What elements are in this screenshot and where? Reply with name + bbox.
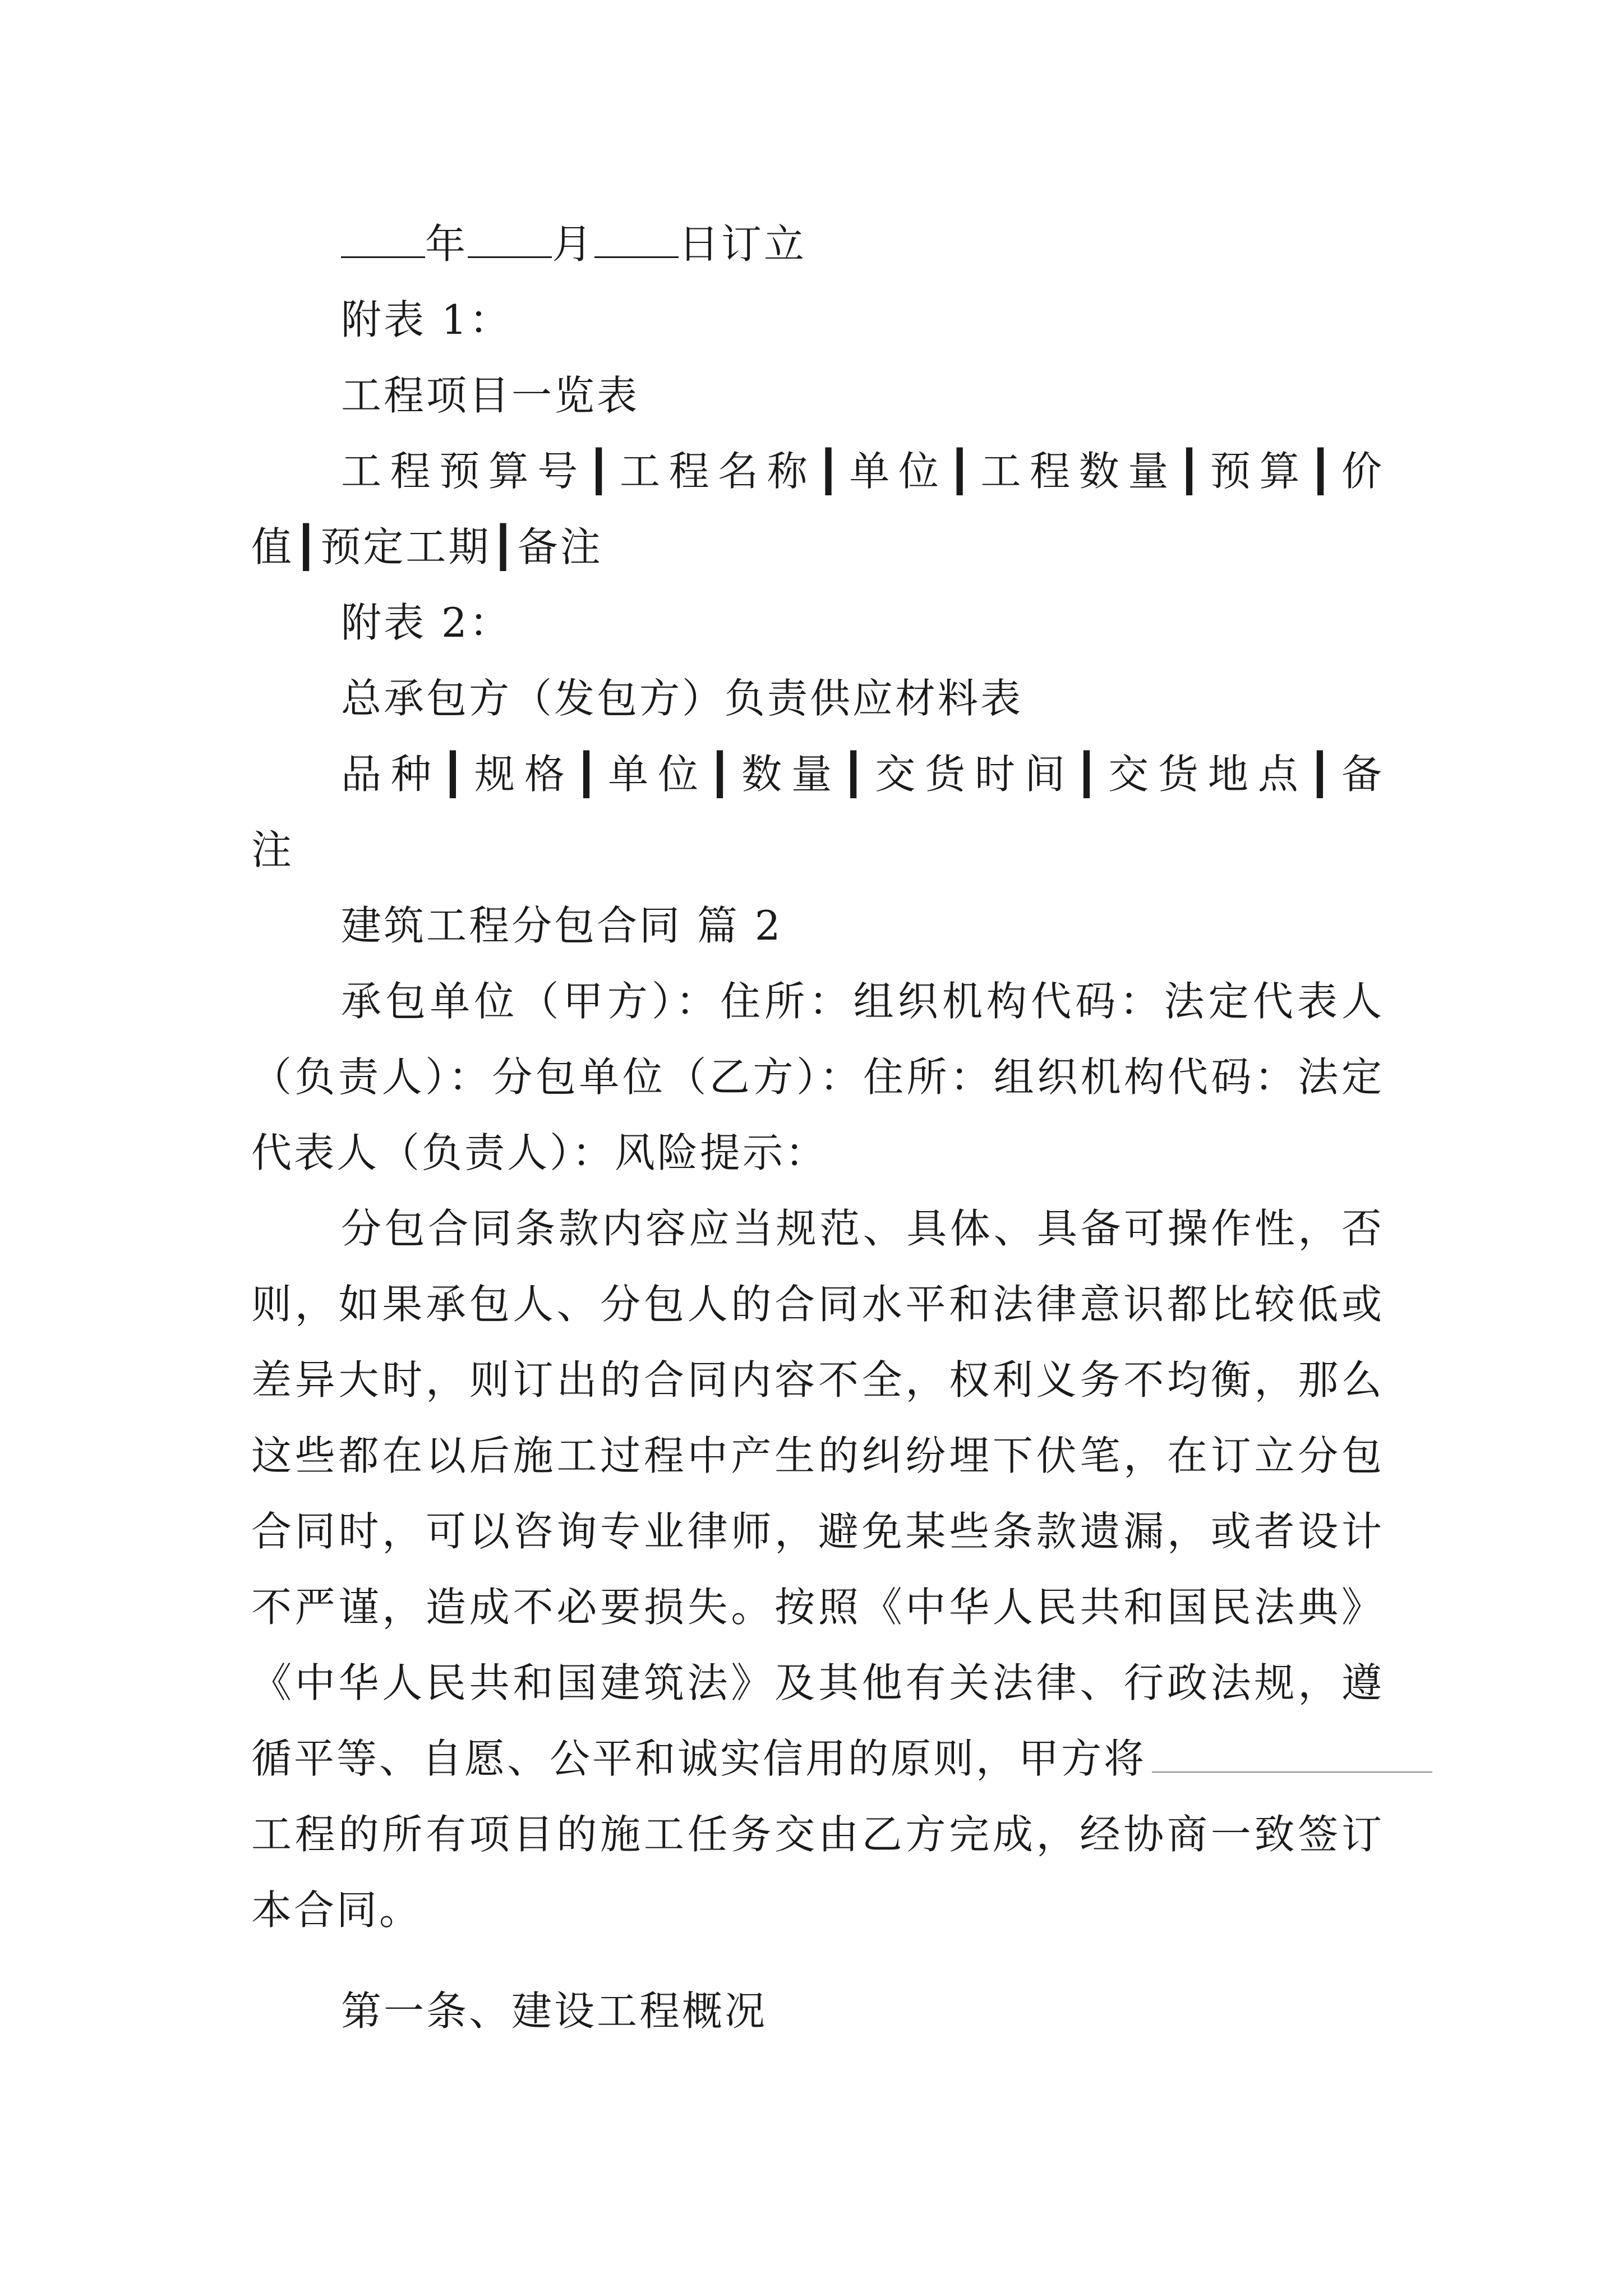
risk-line-4: 这些都在以后施工过程中产生的纠纷埋下伏笔，在订立分包	[251, 1432, 1384, 1479]
year-label: 年	[425, 220, 468, 268]
risk-line-7: 《中华人民共和国建筑法》及其他有关法律、行政法规，遵	[251, 1659, 1384, 1706]
risk-line-10: 本合同。	[251, 1887, 422, 1934]
appendix2-title: 总承包方（发包方）负责供应材料表	[341, 675, 1023, 722]
risk-line-1: 分包合同条款内容应当规范、具体、具备可操作性，否	[341, 1205, 1384, 1252]
parties-line-1: 承包单位（甲方）：住所：组织机构代码：法定代表人	[341, 978, 1384, 1025]
appendix2-columns-line1: 品种┃规格┃单位┃数量┃交货时间┃交货地点┃备	[341, 751, 1384, 798]
appendix1-label: 附表 1：	[341, 296, 512, 343]
risk-line-2: 则，如果承包人、分包人的合同水平和法律意识都比较低或	[251, 1281, 1384, 1328]
parties-line-2: （负责人）：分包单位（乙方）：住所：组织机构代码：法定	[251, 1053, 1384, 1101]
appendix1-columns-line2: 值┃预定工期┃备注	[251, 523, 603, 570]
article-1-heading: 第一条、建设工程概况	[341, 1987, 768, 2035]
day-label: 日订立	[679, 220, 807, 268]
day-blank	[594, 222, 679, 258]
project-name-blank	[1152, 1772, 1432, 1773]
risk-line-6: 不严谨，造成不必要损失。按照《中华人民共和国民法典》	[251, 1584, 1384, 1631]
risk-line-8-text: 循平等、自愿、公平和诚实信用的原则，甲方将	[251, 1735, 1147, 1782]
appendix2-label: 附表 2：	[341, 599, 512, 646]
section-heading: 建筑工程分包合同 篇 2	[341, 902, 783, 949]
risk-line-9: 工程的所有项目的施工任务交由乙方完成，经协商一致签订	[251, 1811, 1384, 1858]
appendix1-columns-line1: 工程预算号┃工程名称┃单位┃工程数量┃预算┃价	[341, 448, 1384, 495]
risk-line-8	[251, 1731, 1384, 1787]
month-blank	[468, 222, 552, 258]
appendix1-title: 工程项目一览表	[341, 372, 640, 419]
risk-line-5: 合同时，可以咨询专业律师，避免某些条款遗漏，或者设计	[251, 1508, 1384, 1555]
parties-line-3: 代表人（负责人）：风险提示：	[251, 1129, 828, 1176]
date-line	[251, 216, 1384, 272]
year-blank	[341, 222, 425, 258]
month-label: 月	[552, 220, 595, 268]
risk-line-3: 差异大时，则订出的合同内容不全，权利义务不均衡，那么	[251, 1356, 1384, 1404]
appendix2-columns-line2: 注	[251, 826, 294, 873]
